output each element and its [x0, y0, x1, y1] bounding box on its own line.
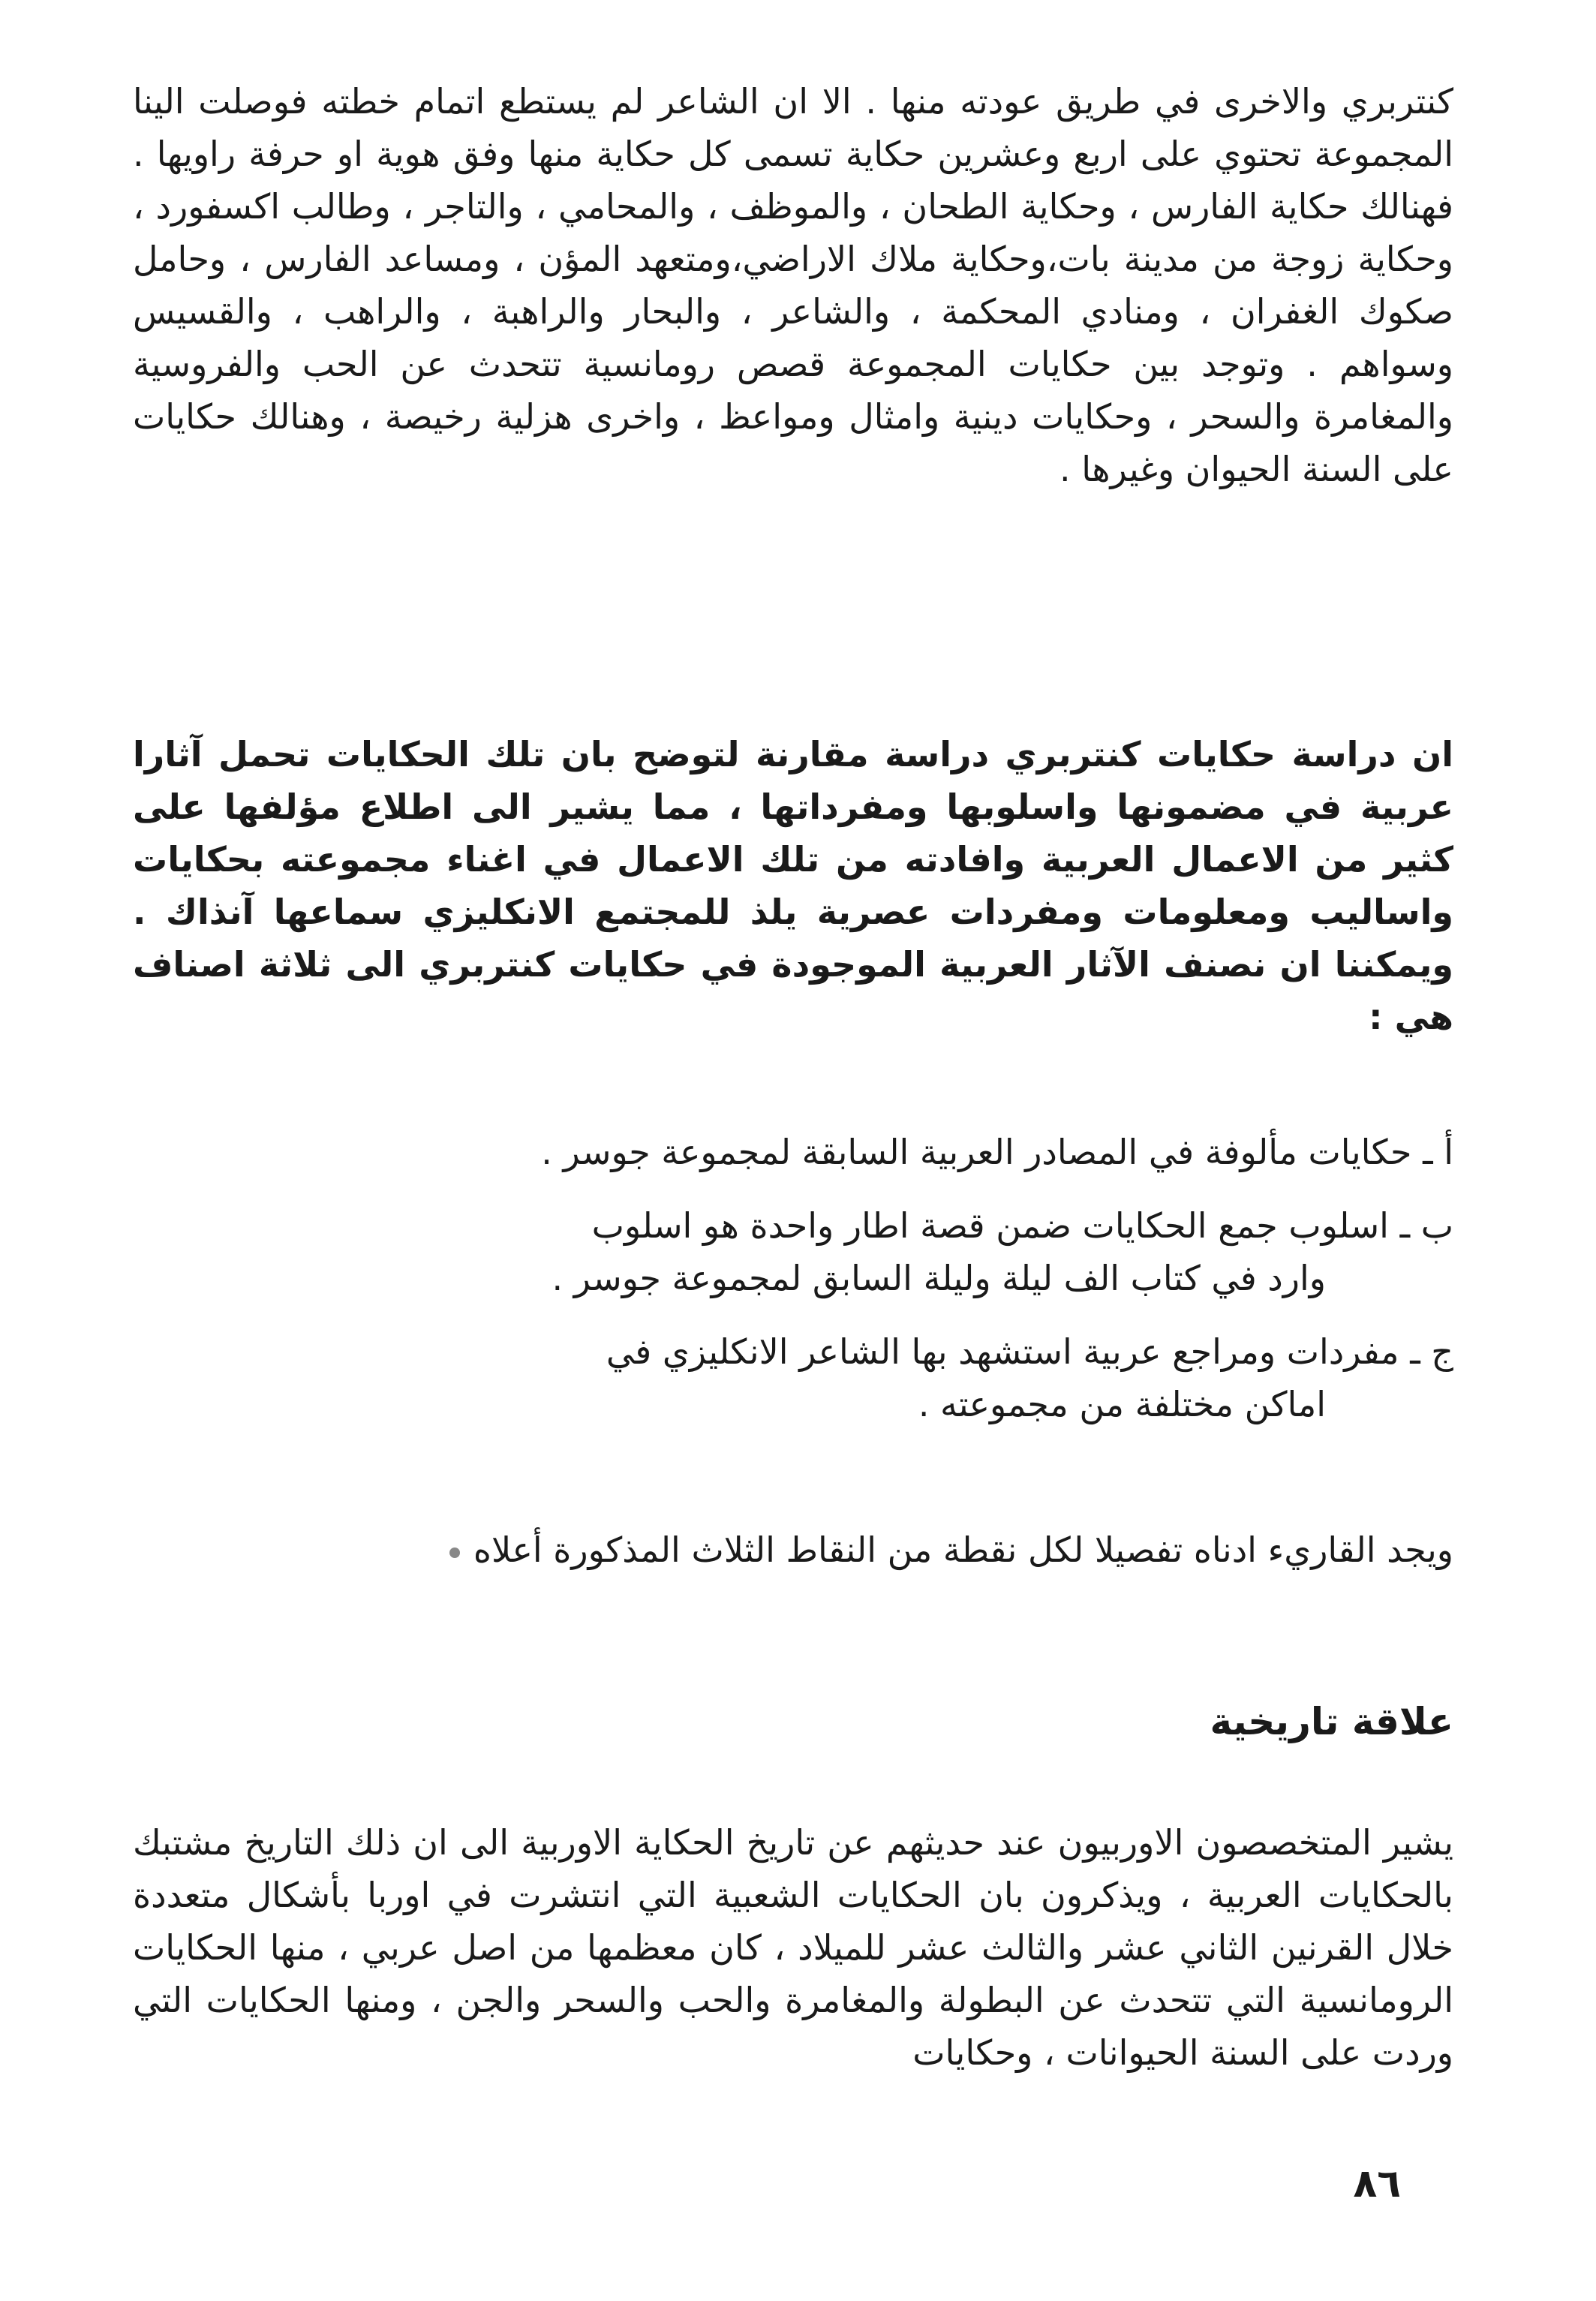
paragraph-3-text: ويجد القاريء ادناه تفصيلا لكل نقطة من النقاط الثلاث المذكورة أعلاه: [473, 1529, 1453, 1570]
list-item-continuation: اماكن مختلفة من مجموعته .: [918, 1384, 1326, 1424]
list-marker: ج ـ: [1410, 1331, 1453, 1372]
list-item-text: مفردات ومراجع عربية استشهد بها الشاعر الانكليزي في: [606, 1331, 1399, 1372]
classification-list: [133, 1126, 1453, 1451]
list-item-text: حكايات مألوفة في المصادر العربية السابقة لمجموعة جوسر .: [541, 1132, 1412, 1172]
list-item: [133, 1126, 1453, 1178]
paragraph-2: ان دراسة حكايات كنتربري دراسة مقارنة لتوضح بان تلك الحكايات تحمل آثارا عربية في مضمونها واسلوبها ومفرداتها ، مما يشير الى اطلاع مؤلفها على كثير من الاعمال العربية وافادته من تلك الاعمال في اغناء مجموعته بحكايات واساليب ومعلومات ومفردات عصرية يلذ للمجتمع الانكليزي سماعها آنذاك . ويمكننا ان نصنف الآثار العربية الموجودة في حكايات كنتربري الى ثلاثة اصناف هي :: [133, 734, 1453, 1037]
list-item-continuation: وارد في كتاب الف ليلة وليلة السابق لمجموعة جوسر .: [552, 1258, 1326, 1298]
list-item: [133, 1325, 1453, 1430]
list-marker: ب ـ: [1399, 1205, 1453, 1246]
paragraph-3: [133, 1523, 1453, 1576]
list-item-text: اسلوب جمع الحكايات ضمن قصة اطار واحدة هو اسلوب: [591, 1205, 1389, 1246]
list-item: [133, 1199, 1453, 1304]
paragraph-1: كنتربري والاخرى في طريق عودته منها . الا ان الشاعر لم يستطع اتمام خطته فوصلت الينا المجموعة تحتوي على اربع وعشرين حكاية تسمى كل حكاية منها وفق هوية او حرفة راويها . فهنالك حكاية الفارس ، وحكاية الطحان ، والموظف ، والمحامي ، والتاجر ، وطالب اكسفورد ، وحكاية زوجة من مدينة بات،وحكاية ملاك الاراضي،ومتعهد المؤن ، ومساعد الفارس ، وحامل صكوك الغفران ، ومنادي المحكمة ، والشاعر ، والبحار والراهبة ، والراهب ، والقسيس وسواهم . وتوجد بين حكايات المجموعة قصص رومانسية تتحدث عن الحب والفروسية والمغامرة والسحر ، وحكايات دينية وامثال ومواعظ ، واخرى هزلية رخيصة ، وهنالك حكايات على السنة الحيوان وغيرها .: [133, 81, 1453, 489]
paragraph-4: يشير المتخصصون الاوربيون عند حديثهم عن تاريخ الحكاية الاوربية الى ان ذلك التاريخ مشتبك بالحكايات العربية ، ويذكرون بان الحكايات الشعبية التي انتشرت في اوربا بأشكال متعددة خلال القرنين الثاني عشر والثالث عشر للميلاد ، كان معظمها من اصل عربي ، منها الحكايات الرومانسية التي تتحدث عن البطولة والمغامرة والحب والسحر والجن ، ومنها الحكايات التي وردت على السنة الحيوانات ، وحكايات: [133, 1822, 1453, 2073]
period-mark: [449, 1548, 460, 1558]
list-marker: أ ـ: [1423, 1132, 1453, 1172]
section-heading: علاقة تاريخية: [1210, 1700, 1453, 1743]
section-heading-box: [133, 1700, 1453, 1743]
page-number: ٨٦: [1353, 2161, 1401, 2206]
